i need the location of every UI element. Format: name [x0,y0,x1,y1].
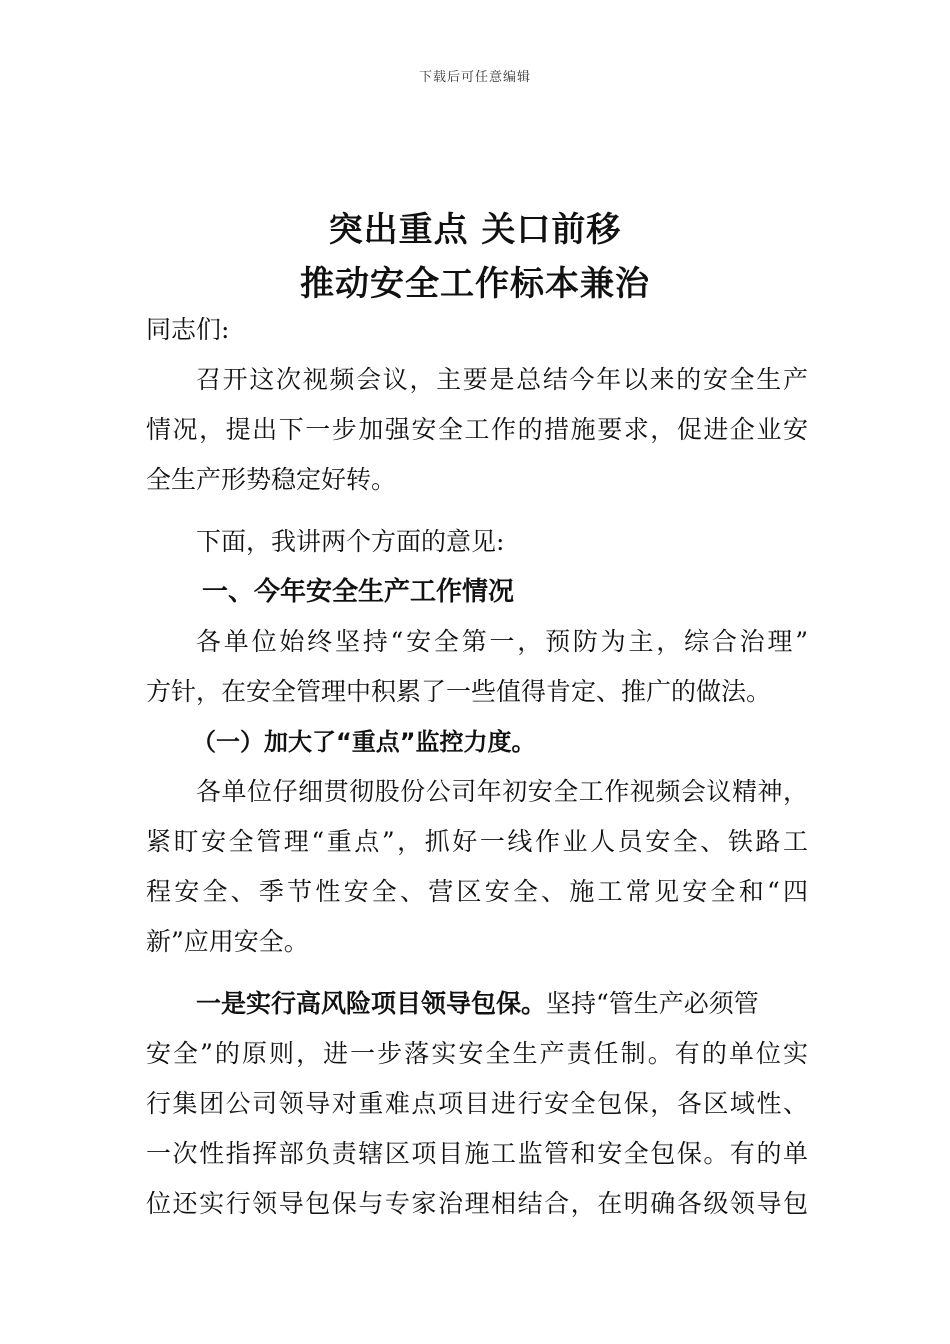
subsection-1-line: 紧盯安全管理“重点”，抓好一线作业人员安全、铁路工 [146,827,808,856]
point-1-text: 坚持“管生产必须管 [546,989,759,1018]
section-1-line: 方针，在安全管理中积累了一些值得肯定、推广的做法。 [146,677,772,706]
document-body [146,305,808,1229]
header-note: 下载后可任意编辑 [418,70,531,85]
salutation: 同志们: [146,315,230,344]
point-1-line: 位还实行领导包保与专家治理相结合，在明确各级领导包 [146,1189,808,1218]
intro-line: 召开这次视频会议，主要是总结今年以来的安全生产 [196,365,808,394]
point-1-line: 安全”的原则，进一步落实安全生产责任制。有的单位实 [146,1039,808,1068]
subsection-1-line: 新”应用安全。 [146,927,309,956]
paragraph-gap [146,967,808,979]
point-1-first-line [146,979,808,1029]
section-1-heading: 一、今年安全生产工作情况 [202,577,515,607]
intro-line: 全生产形势稳定好转。 [146,465,397,494]
document-title-line-1: 突出重点 关口前移 [328,210,622,250]
preface: 下面，我讲两个方面的意见: [196,527,505,556]
point-1-line: 一次性指挥部负责辖区项目施工监管和安全包保。有的单 [146,1139,808,1168]
section-1-line: 各单位始终坚持“安全第一，预防为主，综合治理” [196,627,808,656]
subsection-1-line: 程安全、季节性安全、营区安全、施工常见安全和“四 [146,877,808,906]
paragraph-gap [146,505,808,517]
subsection-1-heading: （一）加大了“重点”监控力度。 [192,728,536,756]
subsection-1-line: 各单位仔细贯彻股份公司年初安全工作视频会议精神， [196,777,808,806]
document-title-line-2: 推动安全工作标本兼治 [300,264,650,304]
intro-line: 情况，提出下一步加强安全工作的措施要求，促进企业安 [146,415,808,444]
point-1-lead: 一是实行高风险项目领导包保。 [196,989,547,1018]
point-1-line: 行集团公司领导对重难点项目进行安全包保，各区域性、 [146,1089,808,1118]
